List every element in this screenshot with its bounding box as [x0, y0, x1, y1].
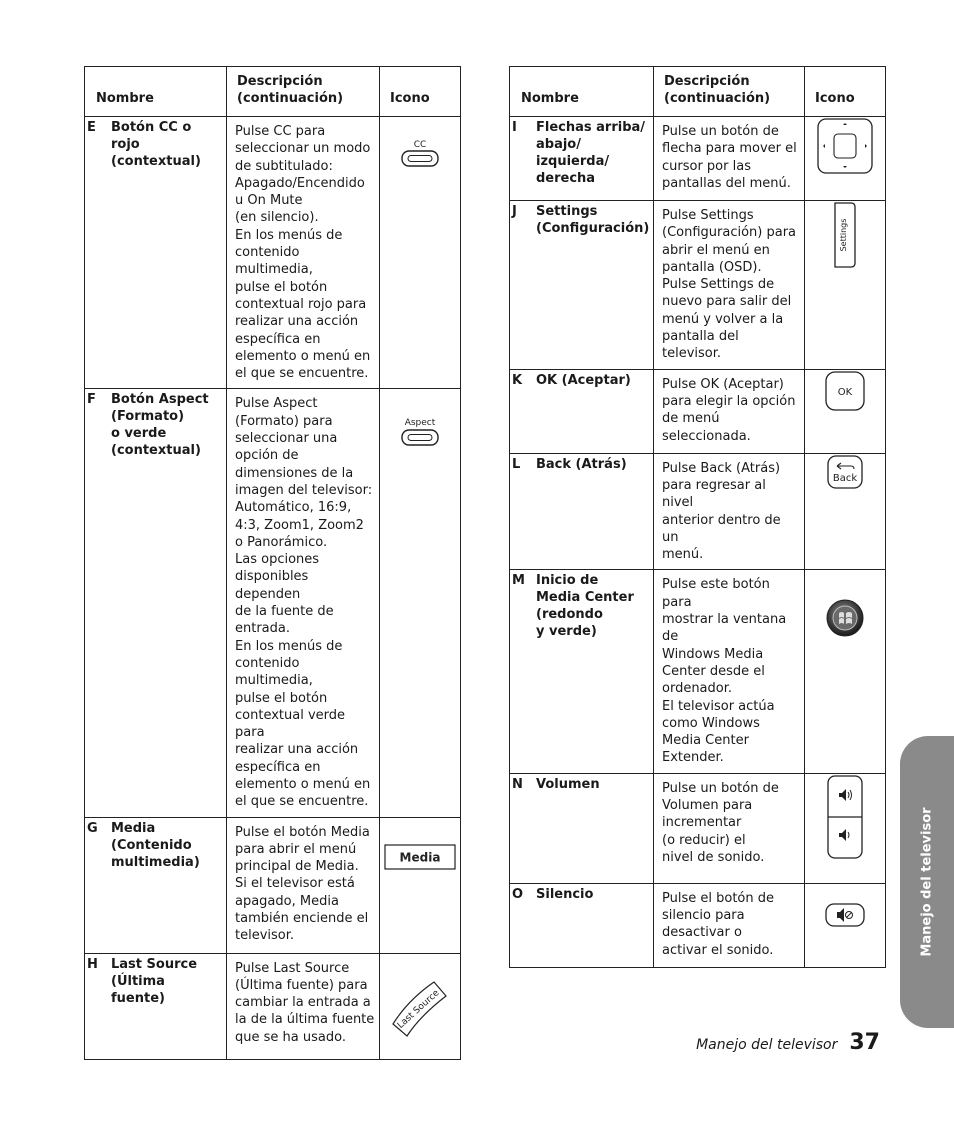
row-description: Pulse este botón para mostrar la ventana de Windows Media Center desde el ordenador. El televisor actúa como Windows Media Center Extender.	[654, 570, 805, 773]
table-row	[510, 570, 886, 773]
cc-button-icon	[398, 137, 442, 171]
page-footer	[696, 1030, 880, 1055]
table-row	[510, 453, 886, 570]
page-number: 37	[849, 1030, 880, 1055]
header-name: Nombre	[510, 67, 654, 117]
row-description: Pulse Back (Atrás) para regresar al nivel anterior dentro de un menú.	[654, 453, 805, 570]
row-letter: F	[87, 392, 96, 408]
last-source-label: Last Source	[395, 987, 442, 1031]
table-header-row	[510, 67, 886, 117]
header-description: Descripción (continuación)	[227, 67, 380, 117]
header-name: Nombre	[85, 67, 227, 117]
ok-button-icon	[824, 370, 866, 412]
row-description: Pulse CC para seleccionar un modo de subtitulado: Apagado/Encendido u On Mute (en silencio). En los menús de contenido multimedia, pulse el botón contextual rojo para realizar una acción específica en elemento o menú en el que se encuentre.	[227, 117, 380, 389]
last-source-button-icon	[390, 978, 450, 1040]
settings-label: Settings	[839, 218, 848, 252]
row-description: Pulse un botón de flecha para mover el cursor por las pantallas del menú.	[654, 117, 805, 201]
row-name: Volumen	[536, 776, 600, 792]
table-row	[85, 389, 461, 817]
row-letter: L	[512, 456, 521, 472]
row-description: Pulse el botón Media para abrir el menú principal de Media. Si el televisor está apagado, Media también enciende el televisor.	[227, 817, 380, 953]
row-name: Media (Contenido multimedia)	[111, 820, 200, 870]
left-button-table	[84, 66, 461, 1060]
row-letter: E	[87, 120, 96, 135]
table-row	[85, 117, 461, 389]
row-letter: J	[512, 204, 517, 219]
row-description: Pulse OK (Aceptar) para elegir la opción de menú seleccionada.	[654, 369, 805, 453]
ok-label: OK	[837, 386, 853, 398]
back-button-icon	[826, 454, 864, 490]
row-description: Pulse el botón de silencio para desactivar o activar el sonido.	[654, 883, 805, 967]
aspect-button-icon	[396, 415, 444, 451]
row-description: Pulse Last Source (Última fuente) para cambiar la entrada a la de la última fuente que se ha usado.	[227, 953, 380, 1059]
media-button-icon	[384, 844, 456, 872]
row-letter: G	[87, 820, 98, 836]
row-description: Pulse Settings (Configuración) para abrir el menú en pantalla (OSD). Pulse Settings de nuevo para salir del menú y volver a la pantalla del televisor.	[654, 201, 805, 370]
header-icon: Icono	[805, 67, 886, 117]
row-name: Back (Atrás)	[536, 456, 627, 472]
arrow-pad-icon	[816, 117, 874, 175]
row-name: Inicio de Media Center (redondo y verde)	[536, 573, 634, 640]
row-letter: O	[512, 886, 524, 902]
mute-button-icon	[824, 902, 866, 928]
row-letter: H	[87, 956, 98, 972]
header-description: Descripción (continuación)	[654, 67, 805, 117]
row-description: Pulse Aspect (Formato) para seleccionar una opción de dimensiones de la imagen del televisor: Automático, 16:9, 4:3, Zoom1, Zoom2 o Panorámico. Las opciones disponibles dependen de la fuente de entrada. En los menús de contenido multimedia, pulse el botón contextual verde para realizar una acción específica en elemento o menú en el que se encuentre.	[227, 389, 380, 817]
aspect-label: Aspect	[404, 418, 436, 429]
table-row	[510, 117, 886, 201]
media-label: Media	[399, 850, 441, 865]
row-name: Silencio	[536, 886, 594, 902]
side-tab-label: Manejo del televisor	[919, 807, 935, 957]
settings-button-icon	[833, 201, 857, 269]
footer-chapter-title: Manejo del televisor	[696, 1037, 838, 1053]
cc-label: CC	[413, 140, 427, 150]
table-row	[510, 883, 886, 967]
row-name: Botón CC o rojo (contextual)	[111, 120, 201, 169]
row-letter: I	[512, 120, 517, 135]
row-letter: N	[512, 776, 523, 792]
table-row	[510, 773, 886, 883]
volume-rocker-icon	[826, 774, 864, 860]
side-chapter-tab	[900, 736, 954, 1028]
row-description: Pulse un botón de Volumen para incrementar (o reducir) el nivel de sonido.	[654, 773, 805, 883]
header-icon: Icono	[380, 67, 461, 117]
right-button-table	[509, 66, 886, 968]
row-name: OK (Aceptar)	[536, 372, 631, 388]
row-letter: K	[512, 372, 523, 388]
row-letter: M	[512, 573, 525, 589]
table-row	[510, 201, 886, 370]
table-row	[85, 817, 461, 953]
table-row	[510, 369, 886, 453]
back-label: Back	[832, 472, 858, 484]
media-center-start-icon	[825, 598, 865, 638]
table-header-row	[85, 67, 461, 117]
row-name: Flechas arriba/ abajo/ izquierda/ derecha	[536, 120, 646, 186]
table-row	[85, 953, 461, 1059]
row-name: Last Source (Última fuente)	[111, 956, 198, 1006]
row-name: Botón Aspect (Formato) o verde (contextual)	[111, 392, 209, 459]
row-name: Settings (Configuración)	[536, 204, 650, 236]
